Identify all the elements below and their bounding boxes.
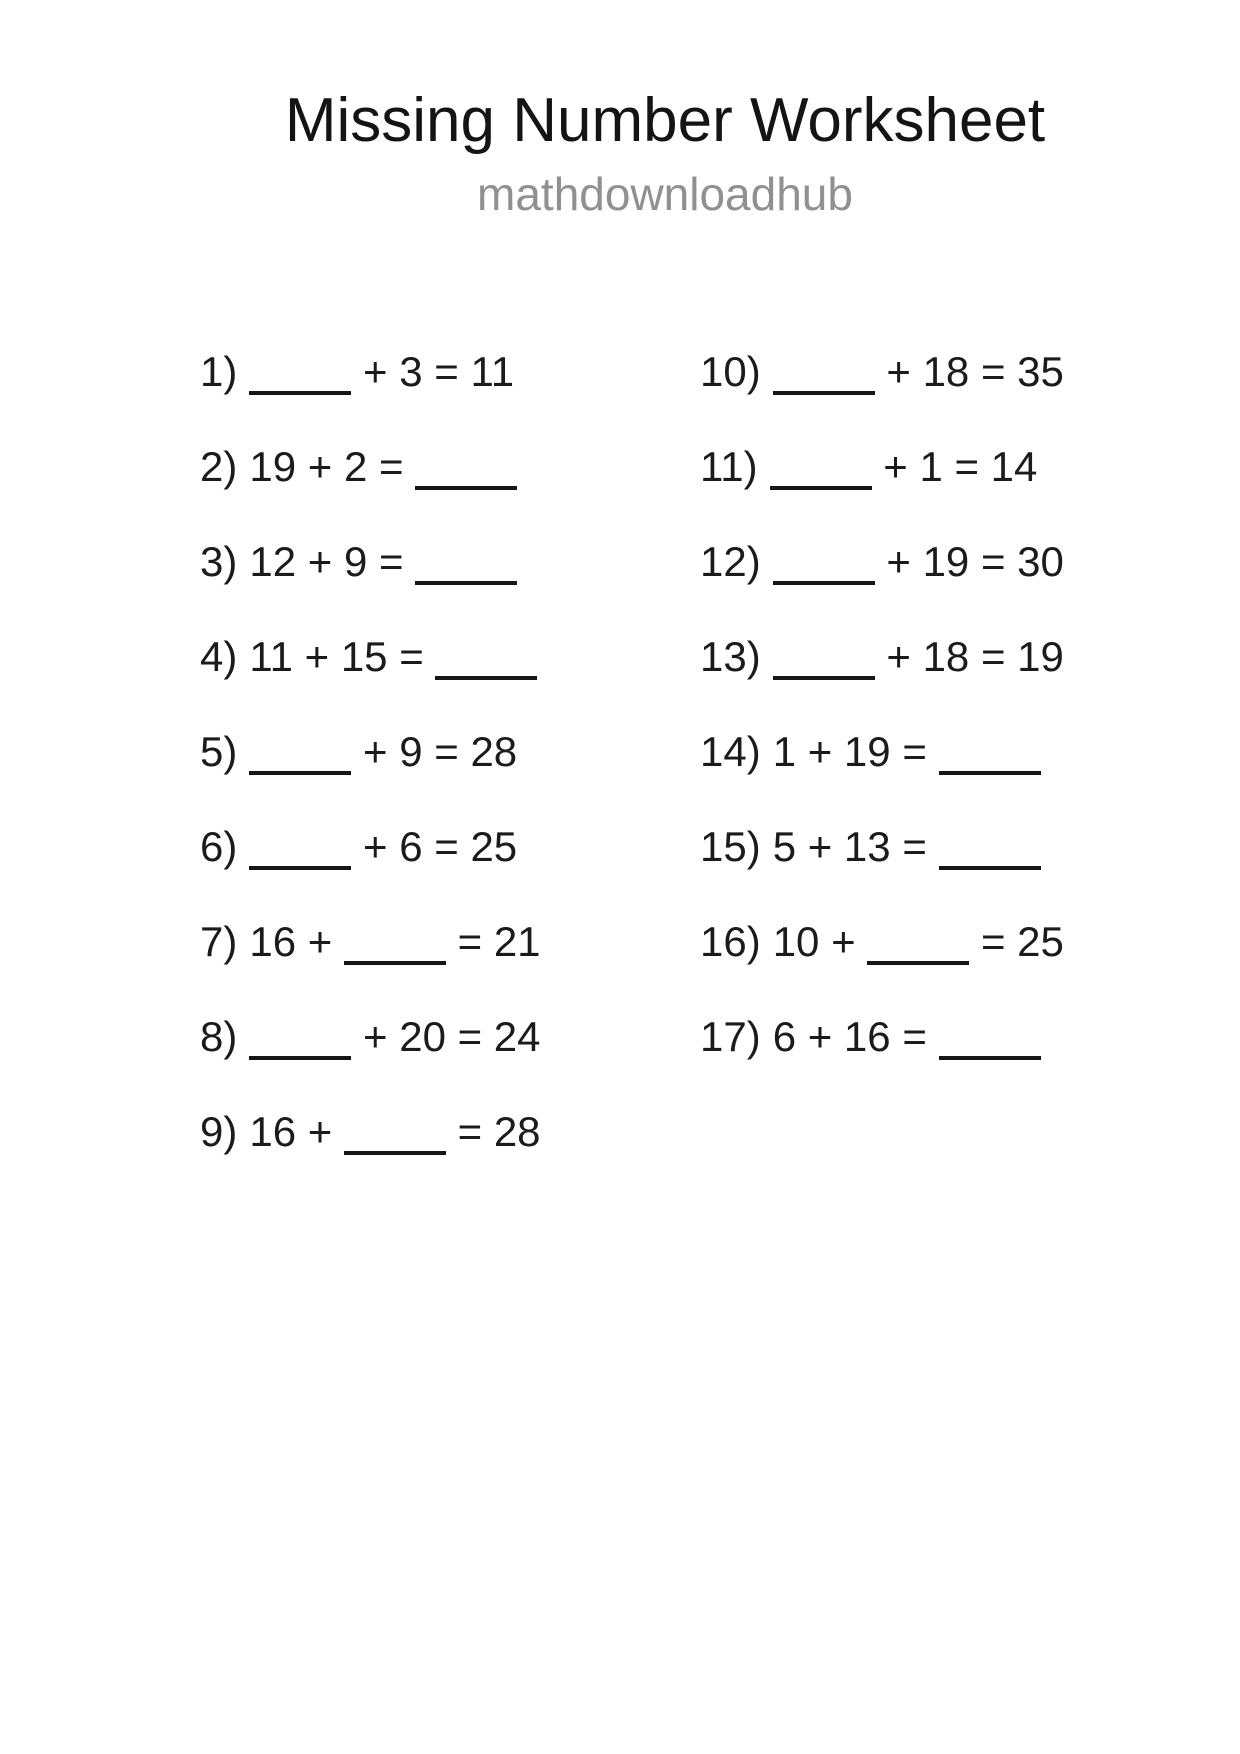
problem-row	[700, 324, 1064, 419]
problem-expression: 16 + = 28	[249, 1107, 541, 1155]
problem-row	[200, 799, 541, 894]
problem-row	[700, 704, 1064, 799]
answer-blank	[249, 836, 351, 870]
problem-number: 4)	[200, 632, 238, 680]
answer-blank	[249, 361, 351, 395]
problem-row	[200, 609, 541, 704]
answer-blank	[773, 551, 875, 585]
problem-number: 13)	[700, 632, 761, 680]
problem-number: 12)	[700, 537, 761, 585]
problem-expression: 19 + 2 =	[249, 443, 517, 491]
problem-row	[700, 419, 1064, 514]
problem-expression: + 3 = 11	[249, 348, 514, 396]
problem-number: 1)	[200, 347, 238, 395]
problem-row	[200, 704, 541, 799]
problem-row	[700, 989, 1064, 1084]
answer-blank	[344, 1121, 446, 1155]
problems-column-right	[700, 324, 1064, 1084]
problem-row	[200, 989, 541, 1084]
problem-expression: 12 + 9 =	[249, 538, 517, 586]
problem-number: 7)	[200, 917, 238, 965]
problem-number: 9)	[200, 1107, 238, 1155]
answer-blank	[939, 836, 1041, 870]
problem-number: 3)	[200, 537, 238, 585]
problem-expression: 16 + = 21	[249, 917, 541, 965]
problem-row	[200, 419, 541, 514]
worksheet-header	[90, 88, 1240, 220]
answer-blank	[344, 931, 446, 965]
answer-blank	[435, 646, 537, 680]
problem-expression: + 18 = 35	[773, 348, 1064, 396]
problem-number: 6)	[200, 822, 238, 870]
answer-blank	[867, 931, 969, 965]
answer-blank	[939, 741, 1041, 775]
problem-number: 10)	[700, 347, 761, 395]
problem-number: 2)	[200, 442, 238, 490]
problem-number: 5)	[200, 727, 238, 775]
problem-expression: + 6 = 25	[249, 823, 517, 871]
problem-row	[700, 609, 1064, 704]
problem-number: 11)	[700, 442, 758, 490]
problem-row	[700, 894, 1064, 989]
problem-row	[200, 894, 541, 989]
problem-expression: 5 + 13 =	[773, 823, 1041, 871]
answer-blank	[415, 551, 517, 585]
answer-blank	[770, 456, 872, 490]
problem-expression: + 1 = 14	[770, 443, 1038, 491]
answer-blank	[249, 1026, 351, 1060]
problem-expression: + 18 = 19	[773, 633, 1064, 681]
answer-blank	[249, 741, 351, 775]
problem-number: 16)	[700, 917, 761, 965]
problem-expression: 1 + 19 =	[773, 728, 1041, 776]
problem-expression: 11 + 15 =	[249, 633, 537, 681]
answer-blank	[939, 1026, 1041, 1060]
problem-number: 8)	[200, 1012, 238, 1060]
problem-expression: 10 + = 25	[772, 917, 1064, 965]
problem-expression: 6 + 16 =	[773, 1013, 1041, 1061]
answer-blank	[773, 646, 875, 680]
worksheet-subtitle: mathdownloadhub	[477, 168, 853, 221]
problem-number: 14)	[700, 727, 761, 775]
answer-blank	[415, 456, 517, 490]
problem-row	[200, 324, 541, 419]
problem-expression: + 9 = 28	[249, 728, 517, 776]
problem-number: 17)	[700, 1012, 761, 1060]
problem-number: 15)	[700, 822, 761, 870]
problem-row	[200, 514, 541, 609]
answer-blank	[773, 361, 875, 395]
problems-column-left	[200, 324, 541, 1179]
problem-expression: + 20 = 24	[249, 1013, 540, 1061]
worksheet-title: Missing Number Worksheet	[284, 86, 1046, 155]
problem-row	[700, 799, 1064, 894]
problem-row	[200, 1084, 541, 1179]
problem-expression: + 19 = 30	[773, 538, 1064, 586]
problem-row	[700, 514, 1064, 609]
